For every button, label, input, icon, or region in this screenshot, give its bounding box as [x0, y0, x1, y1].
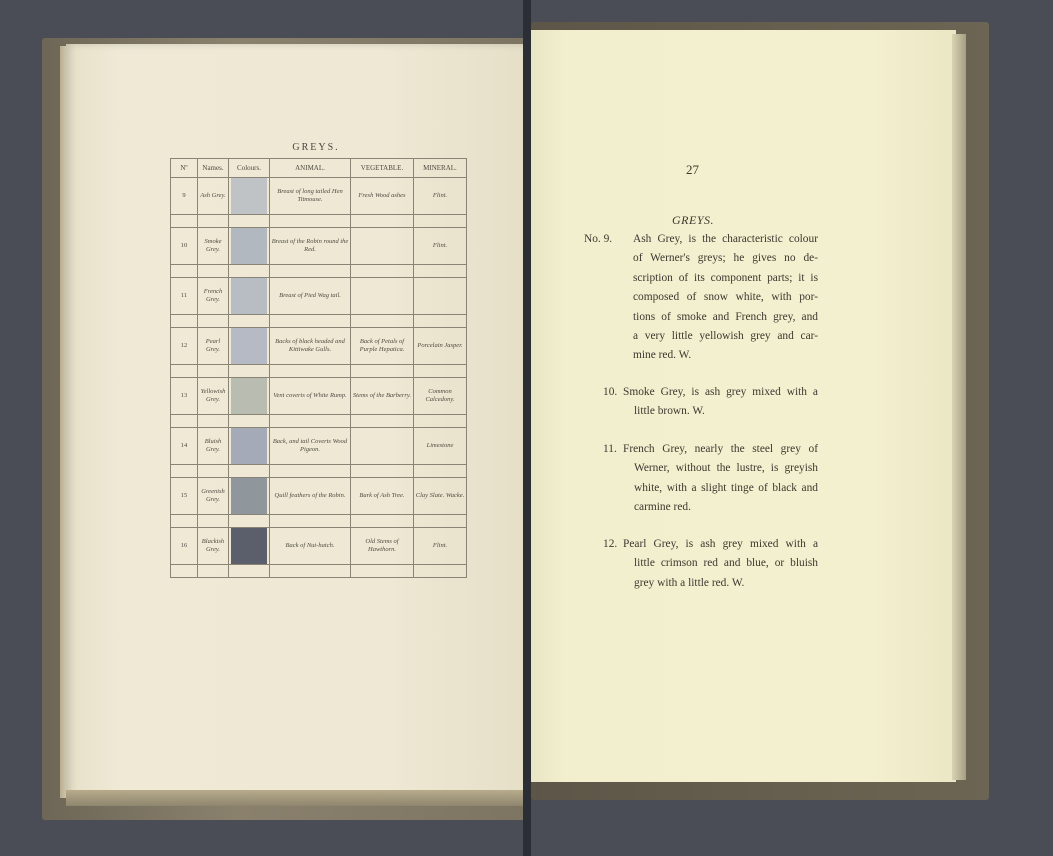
spine-gap [523, 0, 531, 856]
row-mineral: Flint. [414, 528, 467, 565]
table-row [171, 478, 467, 515]
entry-line: mine red. W. [633, 349, 692, 362]
row-vegetable: Old Stems of Hawthorn. [351, 528, 414, 565]
spacer-cell [171, 515, 198, 528]
page-number: 27 [686, 162, 699, 177]
plate-title: GREYS. [292, 142, 340, 153]
section-heading: GREYS. [672, 213, 714, 227]
row-animal: Backs of black headed and Kittiwake Gulls. [270, 328, 351, 365]
row-name: Greenish Grey. [198, 478, 229, 515]
entry-line: grey with a little red. W. [634, 576, 745, 589]
row-vegetable: Bark of Ash Tree. [351, 478, 414, 515]
row-number: 15 [171, 478, 198, 515]
entry-line: little brown. W. [634, 405, 705, 418]
table-spacer-row [171, 215, 467, 228]
spacer-cell [270, 265, 351, 278]
spacer-cell [171, 315, 198, 328]
row-vegetable [351, 428, 414, 465]
row-colour-swatch [229, 228, 270, 265]
header-mineral: MINERAL. [414, 159, 467, 178]
row-number: 13 [171, 378, 198, 415]
spacer-cell [270, 365, 351, 378]
spacer-cell [229, 515, 270, 528]
spacer-cell [198, 265, 229, 278]
spacer-cell [414, 265, 467, 278]
spacer-cell [351, 415, 414, 428]
row-mineral: Clay Slate. Wacke. [414, 478, 467, 515]
row-name: Pearl Grey. [198, 328, 229, 365]
table-row [171, 428, 467, 465]
colour-swatch [231, 478, 267, 514]
spacer-cell [229, 215, 270, 228]
spacer-cell [270, 565, 351, 578]
spacer-cell [171, 465, 198, 478]
entry-line: Werner, without the lustre, is greyish [634, 462, 818, 475]
entry-text [623, 383, 818, 422]
spacer-cell [171, 215, 198, 228]
entry-line: Ash Grey, is the characteristic colour [633, 233, 818, 245]
spacer-cell [198, 215, 229, 228]
row-name: French Grey. [198, 278, 229, 315]
spacer-cell [270, 415, 351, 428]
row-colour-swatch [229, 428, 270, 465]
entry-no-12 [603, 535, 818, 593]
table-row [171, 278, 467, 315]
table-row [171, 178, 467, 215]
spacer-cell [171, 415, 198, 428]
row-number: 9 [171, 178, 198, 215]
spacer-cell [351, 315, 414, 328]
row-colour-swatch [229, 378, 270, 415]
entry-line: composed of snow white, with por- [633, 291, 818, 304]
row-colour-swatch [229, 478, 270, 515]
colour-swatch [231, 528, 267, 564]
spacer-cell [414, 415, 467, 428]
entry-line: Smoke Grey, is ash grey mixed with a [623, 386, 818, 398]
spacer-cell [351, 515, 414, 528]
table-spacer-row [171, 565, 467, 578]
row-number: 14 [171, 428, 198, 465]
row-mineral: Flint. [414, 178, 467, 215]
spacer-cell [198, 315, 229, 328]
row-colour-swatch [229, 328, 270, 365]
spacer-cell [414, 465, 467, 478]
table-row [171, 328, 467, 365]
entry-no-9 [584, 230, 818, 366]
row-vegetable: Back of Petals of Purple Hepatica. [351, 328, 414, 365]
spacer-cell [229, 365, 270, 378]
table-spacer-row [171, 265, 467, 278]
entry-lead: 10. [603, 386, 618, 398]
spacer-cell [351, 365, 414, 378]
spacer-cell [229, 315, 270, 328]
spacer-cell [229, 415, 270, 428]
colour-swatch [231, 428, 267, 464]
spacer-cell [414, 365, 467, 378]
row-name: Bluish Grey. [198, 428, 229, 465]
table-row [171, 228, 467, 265]
row-number: 16 [171, 528, 198, 565]
entry-no-11 [603, 440, 818, 518]
spacer-cell [414, 215, 467, 228]
spacer-cell [270, 515, 351, 528]
row-colour-swatch [229, 278, 270, 315]
spacer-cell [198, 565, 229, 578]
table-row [171, 378, 467, 415]
row-vegetable [351, 278, 414, 315]
spacer-cell [414, 515, 467, 528]
entry-line: white, with a slight tinge of black and [634, 481, 818, 494]
table-spacer-row [171, 515, 467, 528]
entry-line: Pearl Grey, is ash grey mixed with a [623, 538, 818, 550]
spacer-cell [229, 465, 270, 478]
entry-no-10 [603, 383, 818, 422]
row-mineral: Limestone [414, 428, 467, 465]
row-animal: Breast of long tailed Hen Titmouse. [270, 178, 351, 215]
color-plate-table [170, 158, 467, 578]
table-spacer-row [171, 415, 467, 428]
spacer-cell [229, 565, 270, 578]
table-header-row [171, 159, 467, 178]
table-spacer-row [171, 365, 467, 378]
table-spacer-row [171, 315, 467, 328]
spacer-cell [171, 265, 198, 278]
colour-swatch [231, 178, 267, 214]
entry-line: carmine red. [634, 501, 691, 514]
row-name: Smoke Grey. [198, 228, 229, 265]
right-page-edge [952, 34, 966, 780]
spacer-cell [171, 565, 198, 578]
row-mineral: Common Calcedony. [414, 378, 467, 415]
entry-text [633, 230, 818, 366]
spacer-cell [351, 265, 414, 278]
row-animal: Vent coverts of White Rump. [270, 378, 351, 415]
entry-line: French Grey, nearly the steel grey of [623, 443, 818, 455]
spacer-cell [351, 565, 414, 578]
spacer-cell [351, 215, 414, 228]
header-colours: Colours. [229, 159, 270, 178]
spacer-cell [171, 365, 198, 378]
spacer-cell [229, 265, 270, 278]
row-colour-swatch [229, 178, 270, 215]
row-animal: Quill feathers of the Robin. [270, 478, 351, 515]
table-row [171, 528, 467, 565]
row-name: Ash Grey. [198, 178, 229, 215]
spacer-cell [198, 465, 229, 478]
entry-line: little crimson red and blue, or bluish [634, 557, 818, 570]
entry-line: of Werner's greys; he gives no de- [633, 252, 818, 265]
colour-swatch [231, 378, 267, 414]
row-vegetable: Stems of the Barberry. [351, 378, 414, 415]
row-name: Blackish Grey. [198, 528, 229, 565]
row-mineral: Flint. [414, 228, 467, 265]
row-animal: Back of Nut-hatch. [270, 528, 351, 565]
entry-line: scription of its component parts; it is [633, 271, 818, 284]
row-name: Yellowish Grey. [198, 378, 229, 415]
row-animal: Breast of the Robin round the Red. [270, 228, 351, 265]
table-body [171, 178, 467, 578]
entry-lead: 12. [603, 538, 618, 550]
row-number: 10 [171, 228, 198, 265]
colour-swatch [231, 228, 267, 264]
spacer-cell [414, 315, 467, 328]
spacer-cell [198, 365, 229, 378]
row-number: 12 [171, 328, 198, 365]
entry-lead: No. 9. [584, 233, 613, 245]
row-animal: Back, and tail Coverts Wood Pigeon. [270, 428, 351, 465]
table-spacer-row [171, 465, 467, 478]
entry-lead: 11. [603, 443, 617, 455]
entry-text [623, 440, 818, 518]
header-animal: ANIMAL. [270, 159, 351, 178]
left-page-bottom-edge [66, 790, 524, 806]
row-vegetable: Fresh Wood ashes [351, 178, 414, 215]
row-animal: Breast of Pied Wag tail. [270, 278, 351, 315]
row-vegetable [351, 228, 414, 265]
entry-text [623, 535, 818, 593]
colour-swatch [231, 278, 267, 314]
row-mineral [414, 278, 467, 315]
spacer-cell [198, 415, 229, 428]
header-number: Nº [171, 159, 198, 178]
header-names: Names. [198, 159, 229, 178]
spacer-cell [270, 215, 351, 228]
row-colour-swatch [229, 528, 270, 565]
row-mineral: Porcelain Jasper. [414, 328, 467, 365]
spacer-cell [198, 515, 229, 528]
colour-swatch [231, 328, 267, 364]
entry-line: tions of smoke and French grey, and [633, 310, 818, 323]
entry-line: a very little yellowish grey and car- [633, 330, 818, 343]
row-number: 11 [171, 278, 198, 315]
spacer-cell [270, 315, 351, 328]
spacer-cell [351, 465, 414, 478]
header-vegetable: VEGETABLE. [351, 159, 414, 178]
spacer-cell [414, 565, 467, 578]
spacer-cell [270, 465, 351, 478]
